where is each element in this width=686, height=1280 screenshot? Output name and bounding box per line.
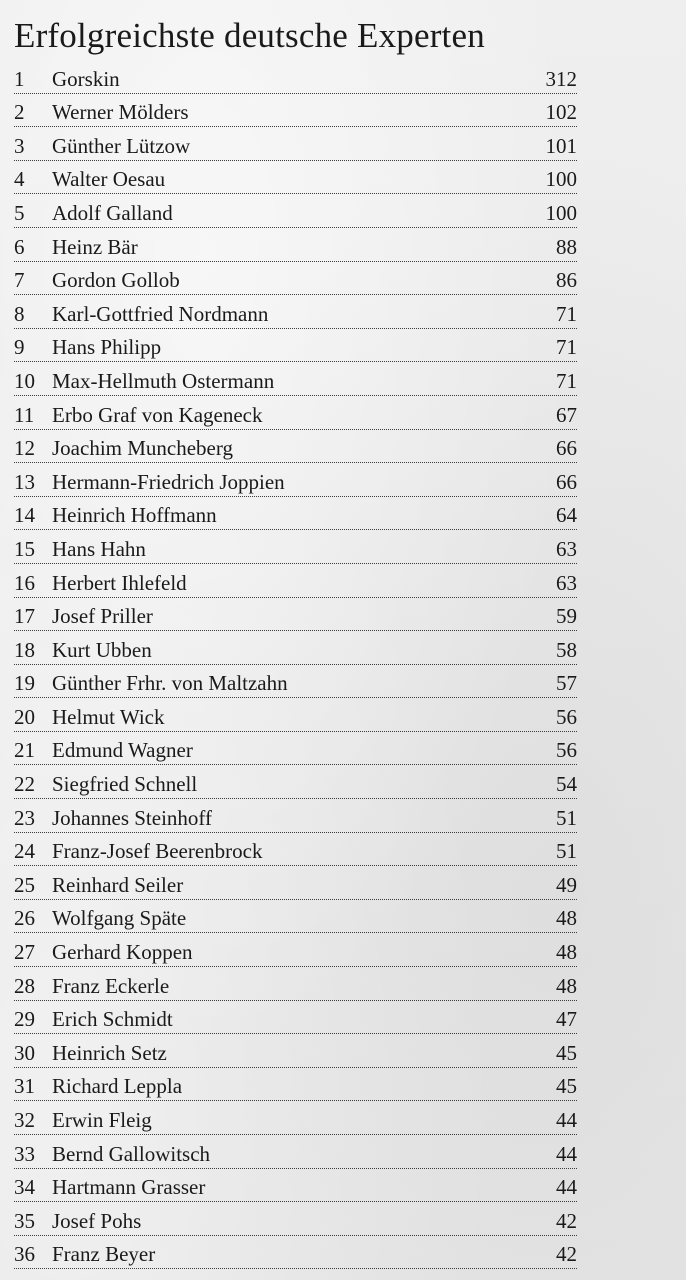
rank-number: 23: [14, 805, 35, 830]
list-item: [14, 698, 577, 732]
list-item: [14, 1101, 577, 1135]
pilot-name: Gerhard Koppen: [52, 940, 193, 965]
experts-list: [14, 60, 577, 1269]
victory-count: 66: [556, 436, 577, 461]
rank-number: 8: [14, 301, 25, 326]
pilot-name: Helmut Wick: [52, 704, 165, 729]
rank-number: 36: [14, 1242, 35, 1267]
pilot-name: Max-Hellmuth Ostermann: [52, 368, 275, 393]
list-item: [14, 430, 577, 464]
list-item: [14, 631, 577, 665]
list-item: [14, 295, 577, 329]
pilot-name: Herbert Ihlefeld: [52, 570, 187, 595]
pilot-name: Hans Philipp: [52, 335, 162, 360]
rank-number: 32: [14, 1108, 35, 1132]
pilot-name: Franz Beyer: [52, 1242, 156, 1267]
pilot-name: Richard Leppla: [52, 1074, 183, 1099]
pilot-name: Kurt Ubben: [52, 637, 152, 662]
rank-number: 10: [14, 368, 35, 393]
rank-number: 17: [14, 604, 35, 629]
victory-count: 63: [556, 536, 577, 561]
pilot-name: Gorskin: [52, 66, 120, 91]
pilot-name: Hans Hahn: [52, 536, 146, 561]
victory-count: 71: [556, 368, 577, 393]
rank-number: 24: [14, 839, 35, 864]
victory-count: 45: [556, 1040, 577, 1065]
list-item: [14, 833, 577, 867]
rank-number: 26: [14, 906, 35, 931]
victory-count: 48: [556, 906, 577, 931]
pilot-name: Adolf Galland: [52, 200, 173, 225]
pilot-name: Karl-Gottfried Nordmann: [52, 301, 269, 326]
pilot-name: Walter Oesau: [52, 167, 166, 192]
victory-count: 48: [556, 940, 577, 965]
victory-count: 56: [556, 704, 577, 729]
list-item: [14, 933, 577, 967]
pilot-name: Erbo Graf von Kageneck: [52, 402, 263, 427]
rank-number: 12: [14, 436, 35, 461]
victory-count: 71: [556, 301, 577, 326]
victory-count: 64: [556, 503, 577, 528]
rank-number: 20: [14, 704, 35, 729]
list-item: [14, 1001, 577, 1035]
rank-number: 16: [14, 570, 35, 595]
victory-count: 88: [556, 234, 577, 259]
list-item: [14, 665, 577, 699]
list-item: [14, 1202, 577, 1236]
pilot-name: Werner Mölders: [52, 100, 189, 125]
victory-count: 86: [556, 268, 577, 293]
list-item: [14, 1135, 577, 1169]
pilot-name: Günther Lützow: [52, 133, 191, 158]
victory-count: 102: [545, 100, 577, 125]
list-item: [14, 194, 577, 228]
list-item: [14, 1034, 577, 1068]
victory-count: 67: [556, 402, 577, 427]
victory-count: 49: [556, 872, 577, 897]
list-item: [14, 463, 577, 497]
victory-count: 312: [545, 66, 577, 91]
rank-number: 29: [14, 1007, 35, 1032]
pilot-name: Wolfgang Späte: [52, 906, 187, 931]
victory-count: 59: [556, 604, 577, 629]
list-item: [14, 1169, 577, 1203]
victory-count: 66: [556, 469, 577, 494]
rank-number: 27: [14, 940, 35, 965]
list-item: [14, 497, 577, 531]
rank-number: 9: [14, 335, 25, 360]
rank-number: 1: [14, 66, 25, 91]
victory-count: 58: [556, 637, 577, 662]
victory-count: 42: [556, 1208, 577, 1233]
list-item: [14, 362, 577, 396]
rank-number: 2: [14, 100, 25, 125]
pilot-name: Günther Frhr. von Maltzahn: [52, 671, 288, 696]
list-item: [14, 866, 577, 900]
pilot-name: Erwin Fleig: [52, 1108, 152, 1132]
list-item: [14, 329, 577, 363]
victory-count: 51: [556, 839, 577, 864]
rank-number: 13: [14, 469, 35, 494]
list-item: [14, 396, 577, 430]
rank-number: 7: [14, 268, 25, 293]
list-item: [14, 1236, 577, 1270]
pilot-name: Josef Pohs: [52, 1208, 142, 1233]
rank-number: 28: [14, 973, 35, 998]
rank-number: 6: [14, 234, 25, 259]
pilot-name: Joachim Muncheberg: [52, 436, 233, 461]
list-item: [14, 127, 577, 161]
list-item: [14, 1068, 577, 1102]
pilot-name: Edmund Wagner: [52, 738, 193, 763]
rank-number: 19: [14, 671, 35, 696]
list-item: [14, 564, 577, 598]
victory-count: 45: [556, 1074, 577, 1099]
pilot-name: Hermann-Friedrich Joppien: [52, 469, 285, 494]
rank-number: 33: [14, 1141, 35, 1166]
victory-count: 100: [545, 200, 577, 225]
list-item: [14, 799, 577, 833]
list-item: [14, 228, 577, 262]
pilot-name: Erich Schmidt: [52, 1007, 173, 1032]
rank-number: 34: [14, 1175, 35, 1200]
rank-number: 25: [14, 872, 35, 897]
experts-panel: [14, 14, 577, 1269]
pilot-name: Heinz Bär: [52, 234, 138, 259]
pilot-name: Reinhard Seiler: [52, 872, 184, 897]
list-item: [14, 900, 577, 934]
rank-number: 35: [14, 1208, 35, 1233]
victory-count: 100: [545, 167, 577, 192]
victory-count: 44: [556, 1108, 577, 1132]
rank-number: 22: [14, 772, 35, 797]
pilot-name: Johannes Steinhoff: [52, 805, 213, 830]
rank-number: 21: [14, 738, 35, 763]
pilot-name: Siegfried Schnell: [52, 772, 198, 797]
list-item: [14, 732, 577, 766]
rank-number: 4: [14, 167, 25, 192]
pilot-name: Josef Priller: [52, 604, 153, 629]
victory-count: 56: [556, 738, 577, 763]
pilot-name: Hartmann Grasser: [52, 1175, 206, 1200]
list-item: [14, 94, 577, 128]
rank-number: 15: [14, 536, 35, 561]
rank-number: 14: [14, 503, 35, 528]
victory-count: 44: [556, 1175, 577, 1200]
page-title: Erfolgreichste deutsche Experten: [14, 16, 485, 55]
victory-count: 57: [556, 671, 577, 696]
list-item: [14, 967, 577, 1001]
pilot-name: Bernd Gallowitsch: [52, 1141, 211, 1166]
list-item: [14, 161, 577, 195]
victory-count: 51: [556, 805, 577, 830]
list-item: [14, 765, 577, 799]
list-item: [14, 530, 577, 564]
list-item: [14, 598, 577, 632]
victory-count: 71: [556, 335, 577, 360]
list-item: [14, 262, 577, 296]
victory-count: 44: [556, 1141, 577, 1166]
pilot-name: Heinrich Setz: [52, 1040, 167, 1065]
rank-number: 11: [14, 402, 35, 427]
victory-count: 48: [556, 973, 577, 998]
rank-number: 5: [14, 200, 25, 225]
victory-count: 63: [556, 570, 577, 595]
pilot-name: Franz Eckerle: [52, 973, 170, 998]
pilot-name: Gordon Gollob: [52, 268, 180, 293]
list-item: [14, 60, 577, 94]
pilot-name: Heinrich Hoffmann: [52, 503, 217, 528]
victory-count: 101: [545, 133, 577, 158]
rank-number: 31: [14, 1074, 35, 1099]
victory-count: 54: [556, 772, 577, 797]
rank-number: 18: [14, 637, 35, 662]
pilot-name: Franz-Josef Beerenbrock: [52, 839, 263, 864]
victory-count: 47: [556, 1007, 577, 1032]
victory-count: 42: [556, 1242, 577, 1267]
rank-number: 3: [14, 133, 25, 158]
rank-number: 30: [14, 1040, 35, 1065]
